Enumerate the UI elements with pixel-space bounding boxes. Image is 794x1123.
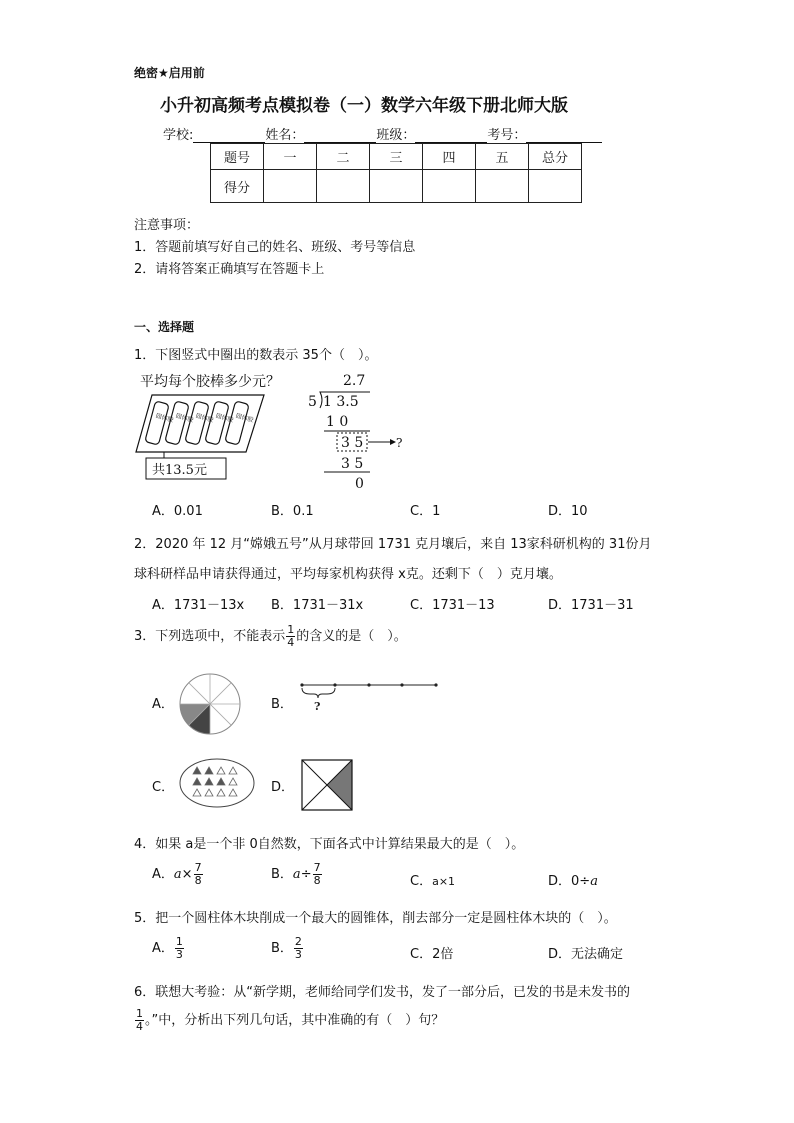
quotient: 2.7 — [343, 373, 366, 389]
var-a: a — [292, 867, 301, 882]
glue-label: 固体胶 — [234, 412, 255, 424]
divide-sign: ÷ — [300, 867, 312, 882]
q5-b-label: B． — [271, 941, 293, 956]
q3-stem-after: 的含义的是（ ）。 — [296, 629, 407, 644]
fraction-one-third — [175, 936, 184, 961]
score-table-score-row — [211, 170, 582, 203]
dividend: 1 3.5 — [323, 394, 359, 410]
info-line — [163, 124, 602, 143]
name-label: 姓名： — [265, 128, 305, 143]
q6-line2-text: 。”中，分析出下列几句话，其中准确的有（ ）句？ — [145, 1013, 445, 1028]
division-step: 3 5 — [341, 456, 364, 472]
secret-label: 绝密★启用前 — [134, 66, 205, 80]
score-input-cell[interactable] — [317, 170, 370, 203]
question-6-line1: 6．联想大考验：从“新学期，老师给同学们发书，发了一部分后，已发的书是未发书的 — [134, 985, 631, 1000]
q2-option-a[interactable]: A．1731－13x — [152, 598, 245, 613]
notes-heading: 注意事项： — [134, 218, 200, 233]
score-input-cell[interactable] — [423, 170, 476, 203]
exam-no-label: 考号： — [487, 128, 527, 143]
table-cell: 三 — [370, 144, 423, 170]
division-step-circled: 3 5 — [341, 435, 364, 451]
q1-option-a[interactable]: A．0.01 — [152, 504, 203, 519]
table-cell: 得分 — [211, 170, 264, 203]
arrow-label: ? — [396, 436, 403, 450]
school-label: 学校: — [163, 128, 194, 143]
var-a: a — [173, 867, 182, 882]
remainder: 0 — [355, 476, 364, 492]
q5-option-c[interactable]: C．2倍 — [410, 947, 454, 962]
q4-d-prefix: 0÷ — [571, 874, 591, 889]
frac-num: 7 — [313, 861, 321, 874]
q1-option-b[interactable]: B．0.1 — [271, 504, 314, 519]
q3-number-line-figure — [298, 676, 440, 716]
total-price-label: 共13.5元 — [152, 463, 207, 478]
frac-num: 1 — [287, 623, 295, 636]
q3-square-figure — [300, 758, 354, 812]
table-cell: 一 — [264, 144, 317, 170]
score-table — [210, 143, 582, 203]
q3-circle-figure — [178, 672, 242, 736]
glue-sticks-figure — [134, 390, 274, 482]
frac-den: 3 — [294, 948, 302, 961]
score-table-header-row — [211, 144, 582, 170]
question-2-line2: 球科研样品申请获得通过，平均每家机构获得 x克。还剩下（ ）克月壤。 — [134, 567, 562, 582]
var-a: a — [590, 874, 598, 889]
frac-den: 3 — [175, 948, 183, 961]
question-1-stem: 1．下图竖式中圈出的数表示 35个（ ）。 — [134, 348, 378, 363]
frac-num: 7 — [194, 861, 202, 874]
glue-label: 固体胶 — [214, 412, 235, 424]
question-3-stem — [134, 624, 407, 649]
q5-option-b[interactable] — [271, 936, 304, 961]
score-input-cell[interactable] — [529, 170, 582, 203]
section-heading: 一、选择题 — [134, 320, 195, 334]
q3-b-question-mark: ? — [314, 700, 321, 713]
divisor: 5 — [308, 394, 317, 410]
page-title: 小升初高频考点模拟卷（一）数学六年级下册北师大版 — [160, 96, 568, 116]
frac-den: 8 — [194, 874, 202, 887]
frac-den: 8 — [313, 874, 321, 887]
q3-option-d-label[interactable]: D． — [271, 780, 295, 795]
glue-label: 固体胶 — [174, 412, 195, 424]
q3-stem-before: 3．下列选项中，不能表示 — [134, 629, 286, 644]
fraction-two-thirds — [294, 936, 303, 961]
fraction-seven-eighths — [313, 862, 322, 887]
frac-num: 1 — [175, 935, 183, 948]
class-label: 班级： — [376, 128, 416, 143]
fraction-one-quarter — [135, 1008, 144, 1033]
times-sign: × — [181, 867, 193, 882]
q2-option-b[interactable]: B．1731－31x — [271, 598, 364, 613]
q1-option-d[interactable]: D．10 — [548, 504, 588, 519]
q2-option-c[interactable]: C．1731－13 — [410, 598, 495, 613]
q4-option-b[interactable] — [271, 862, 323, 887]
table-cell: 五 — [476, 144, 529, 170]
table-cell: 二 — [317, 144, 370, 170]
q4-c-label: C． — [410, 874, 433, 889]
fraction-one-quarter — [286, 624, 295, 649]
glue-label: 固体胶 — [194, 412, 215, 424]
frac-num: 1 — [136, 1007, 143, 1020]
q3-option-a-label[interactable]: A． — [152, 697, 174, 712]
frac-den: 4 — [287, 636, 295, 649]
note-item: 2．请将答案正确填写在答题卡上 — [134, 262, 325, 277]
q5-a-label: A． — [152, 941, 174, 956]
q4-a-label: A． — [152, 867, 174, 882]
q4-d-label: D． — [548, 874, 572, 889]
question-5-stem: 5．把一个圆柱体木块削成一个最大的圆锥体，削去部分一定是圆柱体木块的（ ）。 — [134, 911, 617, 926]
table-cell: 题号 — [211, 144, 264, 170]
q1-option-c[interactable]: C．1 — [410, 504, 441, 519]
q3-option-c-label[interactable]: C． — [152, 780, 175, 795]
q2-option-d[interactable]: D．1731－31 — [548, 598, 634, 613]
frac-num: 2 — [294, 935, 302, 948]
fraction-seven-eighths — [194, 862, 203, 887]
table-cell: 总分 — [529, 144, 582, 170]
question-6-line2 — [134, 1008, 444, 1033]
question-4-stem: 4．如果 a是一个非 0自然数，下面各式中计算结果最大的是（ ）。 — [134, 837, 525, 852]
q5-option-a[interactable] — [152, 936, 185, 961]
q4-option-a[interactable] — [152, 862, 204, 887]
question-2-line1: 2．2020 年 12 月“嫦娥五号”从月球带回 1731 克月壤后，来自 13家科研机构的 31份月 — [134, 537, 652, 552]
score-input-cell[interactable] — [264, 170, 317, 203]
q1-figure-caption: 平均每个胶棒多少元？ — [140, 374, 280, 390]
q4-b-label: B． — [271, 867, 293, 882]
table-cell: 四 — [423, 144, 476, 170]
score-input-cell[interactable] — [370, 170, 423, 203]
long-division-figure — [306, 370, 406, 492]
q5-option-d[interactable]: D．无法确定 — [548, 947, 624, 962]
frac-den: 4 — [136, 1020, 143, 1033]
q4-option-d[interactable] — [548, 870, 598, 889]
note-item: 1．答题前填写好自己的姓名、班级、考号等信息 — [134, 240, 416, 255]
glue-label: 固体胶 — [154, 412, 175, 424]
q3-option-b-label[interactable]: B． — [271, 697, 293, 712]
q4-c-expr: a×1 — [432, 875, 456, 888]
score-input-cell[interactable] — [476, 170, 529, 203]
q4-option-c[interactable] — [410, 870, 455, 889]
division-step: 1 0 — [326, 414, 349, 430]
q3-triangles-figure — [178, 757, 256, 809]
